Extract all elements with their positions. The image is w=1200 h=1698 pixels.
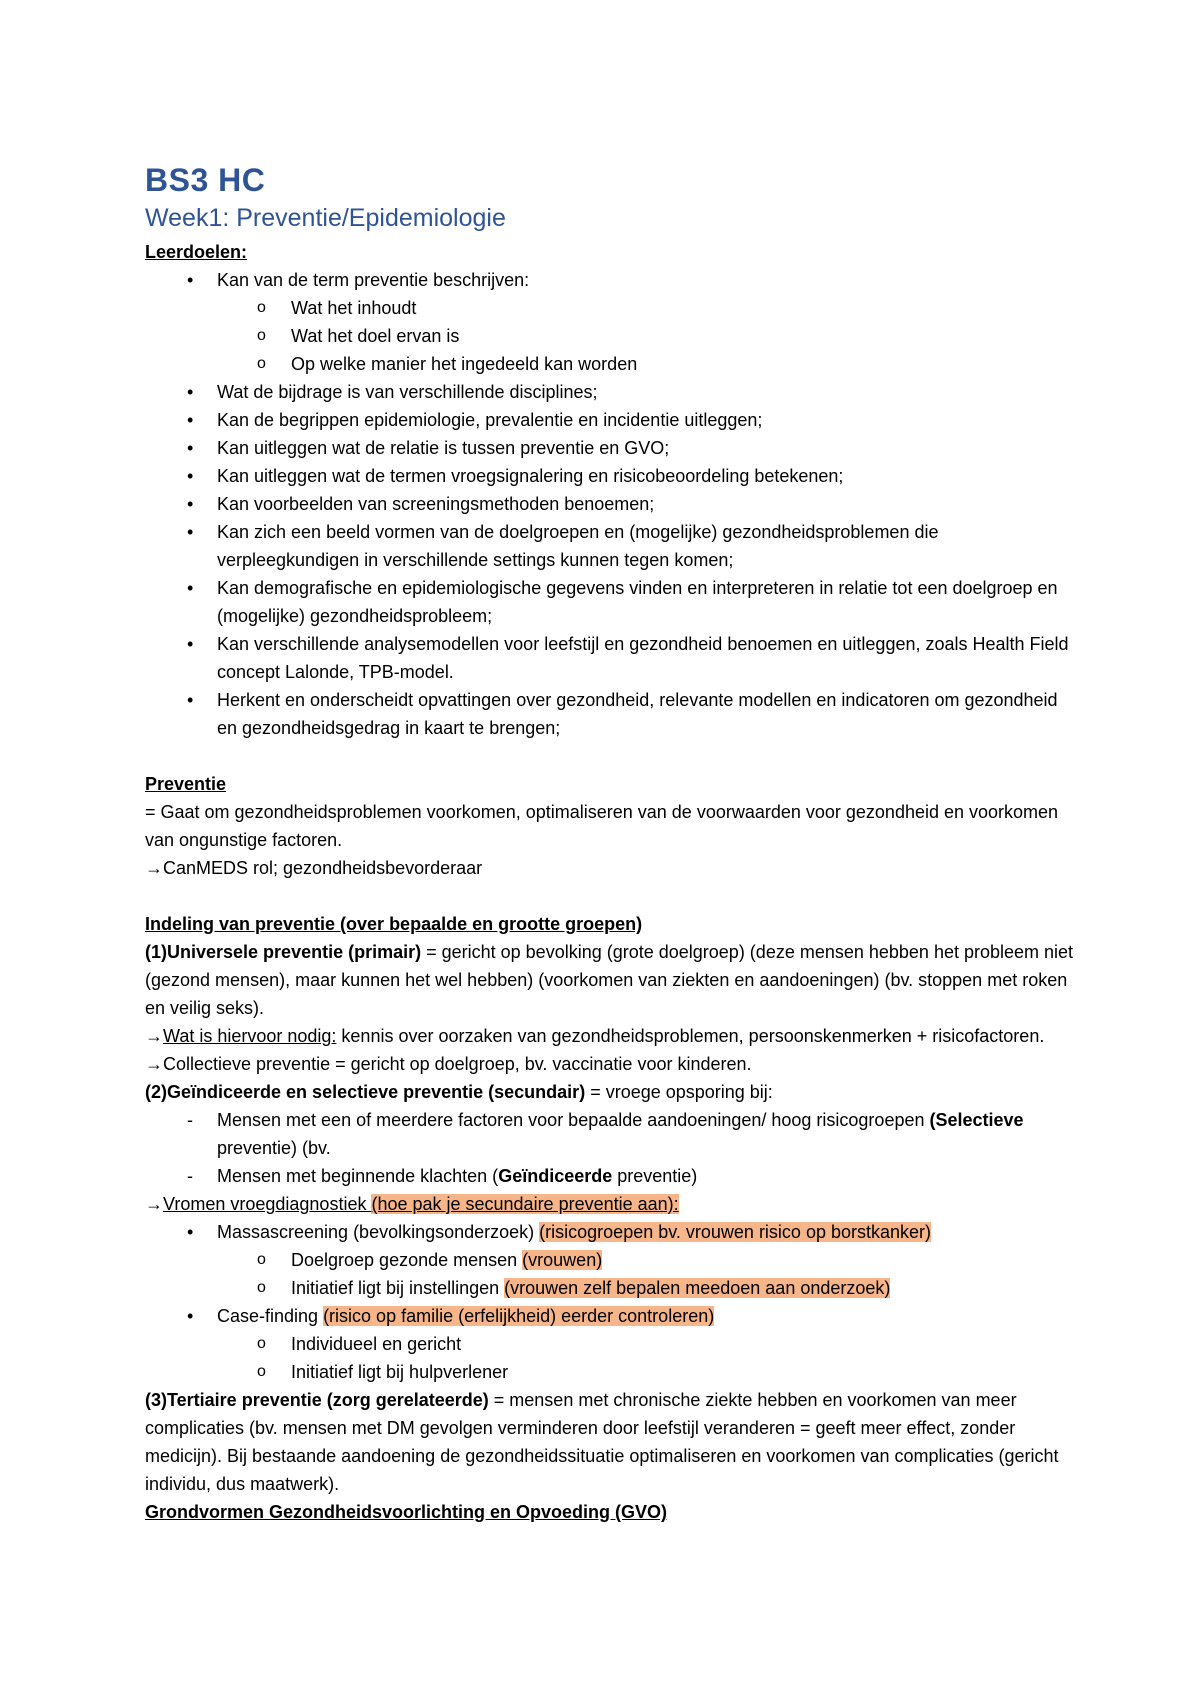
- bullet-icon: •: [187, 382, 194, 402]
- circle-bullet-icon: o: [257, 327, 266, 344]
- list-item: o Individueel en gericht: [145, 1330, 1075, 1358]
- bullet-icon: •: [187, 578, 194, 598]
- list-item: • Kan van de term preventie beschrijven:: [145, 266, 1075, 294]
- bullet-icon: •: [187, 270, 194, 290]
- list-item: • Kan uitleggen wat de relatie is tussen preventie en GVO;: [145, 434, 1075, 462]
- arrow-right-icon: →: [145, 1026, 163, 1046]
- circle-bullet-icon: o: [257, 1279, 266, 1296]
- bullet-icon: •: [187, 522, 194, 542]
- bullet-icon: •: [187, 634, 194, 654]
- circle-bullet-icon: o: [257, 1335, 266, 1352]
- vroegdiagnostiek-line: →Vromen vroegdiagnostiek (hoe pak je secundaire preventie aan):: [145, 1194, 679, 1214]
- preventie-heading: Preventie: [145, 774, 227, 794]
- gvo-heading: Grondvormen Gezondheidsvoorlichting en Opvoeding (GVO): [145, 1502, 668, 1522]
- list-item: • Kan voorbeelden van screeningsmethoden benoemen;: [145, 490, 1075, 518]
- bullet-icon: •: [187, 1222, 194, 1242]
- screening-list: [145, 1218, 1075, 1386]
- spacer: [145, 882, 1075, 910]
- circle-bullet-icon: o: [257, 1251, 266, 1268]
- circle-bullet-icon: o: [257, 299, 266, 316]
- nodig-line: →Wat is hiervoor nodig: kennis over oorzaken van gezondheidsproblemen, persoonskenmerken + risicofactoren.: [145, 1026, 1045, 1046]
- arrow-right-icon: →: [145, 858, 163, 878]
- bullet-icon: •: [187, 1306, 194, 1326]
- arrow-right-icon: →: [145, 1054, 163, 1074]
- bullet-icon: •: [187, 438, 194, 458]
- list-item: • Kan zich een beeld vormen van de doelgroepen en (mogelijke) gezondheidsproblemen die verpleegkundigen in verschillende settings kunnen tegen komen;: [145, 518, 1075, 574]
- arrow-right-icon: →: [145, 1194, 163, 1214]
- list-item: - Mensen met beginnende klachten (Geïndiceerde preventie): [145, 1162, 1075, 1190]
- list-item: • Kan demografische en epidemiologische gegevens vinden en interpreteren in relatie tot een doelgroep en (mogelijke) gezondheidsprobleem;: [145, 574, 1075, 630]
- leerdoelen-heading: Leerdoelen:: [145, 242, 248, 262]
- list-item: • Herkent en onderscheidt opvattingen over gezondheid, relevante modellen en indicatoren om gezondheid en gezondheidsgedrag in kaart te brengen;: [145, 686, 1075, 742]
- spacer: [145, 742, 1075, 770]
- list-item: o Initiatief ligt bij instellingen (vrouwen zelf bepalen meedoen aan onderzoek): [145, 1274, 1075, 1302]
- universele-preventie: (1)Universele preventie (primair) = gericht op bevolking (grote doelgroep) (deze mensen hebben het probleem niet (gezond mensen), maar kunnen het wel hebben) (voorkomen van ziekten en aandoeningen) (bv. stoppen met roken en veilig seks).: [145, 942, 1074, 1018]
- list-item: • Wat de bijdrage is van verschillende disciplines;: [145, 378, 1075, 406]
- dash-icon: -: [187, 1110, 193, 1130]
- list-item: • Case-finding (risico op familie (erfelijkheid) eerder controleren): [145, 1302, 1075, 1330]
- canmeds-line: →CanMEDS rol; gezondheidsbevorderaar: [145, 858, 483, 878]
- bullet-icon: •: [187, 690, 194, 710]
- list-item: • Kan uitleggen wat de termen vroegsignalering en risicobeoordeling betekenen;: [145, 462, 1075, 490]
- document-page: [145, 160, 1075, 1526]
- list-item: o Op welke manier het ingedeeld kan worden: [145, 350, 1075, 378]
- list-item: o Doelgroep gezonde mensen (vrouwen): [145, 1246, 1075, 1274]
- list-item: • Kan de begrippen epidemiologie, prevalentie en incidentie uitleggen;: [145, 406, 1075, 434]
- collectief-line: →Collectieve preventie = gericht op doelgroep, bv. vaccinatie voor kinderen.: [145, 1054, 752, 1074]
- bullet-icon: •: [187, 466, 194, 486]
- secundaire-preventie: (2)Geïndiceerde en selectieve preventie (secundair) = vroege opsporing bij:: [145, 1082, 773, 1102]
- list-item: - Mensen met een of meerdere factoren voor bepaalde aandoeningen/ hoog risicogroepen (Selectieve preventie) (bv.: [145, 1106, 1075, 1162]
- secundair-list: [145, 1106, 1075, 1190]
- list-item: • Massascreening (bevolkingsonderzoek) (risicogroepen bv. vrouwen risico op borstkanker): [145, 1218, 1075, 1246]
- list-item: o Wat het doel ervan is: [145, 322, 1075, 350]
- tertiaire-preventie: (3)Tertiaire preventie (zorg gerelateerde) = mensen met chronische ziekte hebben en voorkomen van meer complicaties (bv. mensen met DM gevolgen verminderen door leefstijl veranderen = geeft meer effect, zonder medicijn). Bij bestaande aandoening de gezondheidssituatie optimaliseren en voorkomen van complicaties (gericht individu, dus maatwerk).: [145, 1390, 1059, 1494]
- preventie-definition: = Gaat om gezondheidsproblemen voorkomen, optimaliseren van de voorwaarden voor gezondheid en voorkomen van ongunstige factoren.: [145, 802, 1059, 850]
- bullet-icon: •: [187, 494, 194, 514]
- list-item: • Kan verschillende analysemodellen voor leefstijl en gezondheid benoemen en uitleggen, zoals Health Field concept Lalonde, TPB-model.: [145, 630, 1075, 686]
- indeling-heading: Indeling van preventie (over bepaalde en grootte groepen): [145, 914, 643, 934]
- circle-bullet-icon: o: [257, 1363, 266, 1380]
- document-subtitle: Week1: Preventie/Epidemiologie: [145, 204, 506, 232]
- dash-icon: -: [187, 1166, 193, 1186]
- bullet-icon: •: [187, 410, 194, 430]
- list-item: o Initiatief ligt bij hulpverlener: [145, 1358, 1075, 1386]
- circle-bullet-icon: o: [257, 355, 266, 372]
- document-title: BS3 HC: [145, 162, 266, 198]
- list-item: o Wat het inhoudt: [145, 294, 1075, 322]
- leerdoelen-list: [145, 266, 1075, 742]
